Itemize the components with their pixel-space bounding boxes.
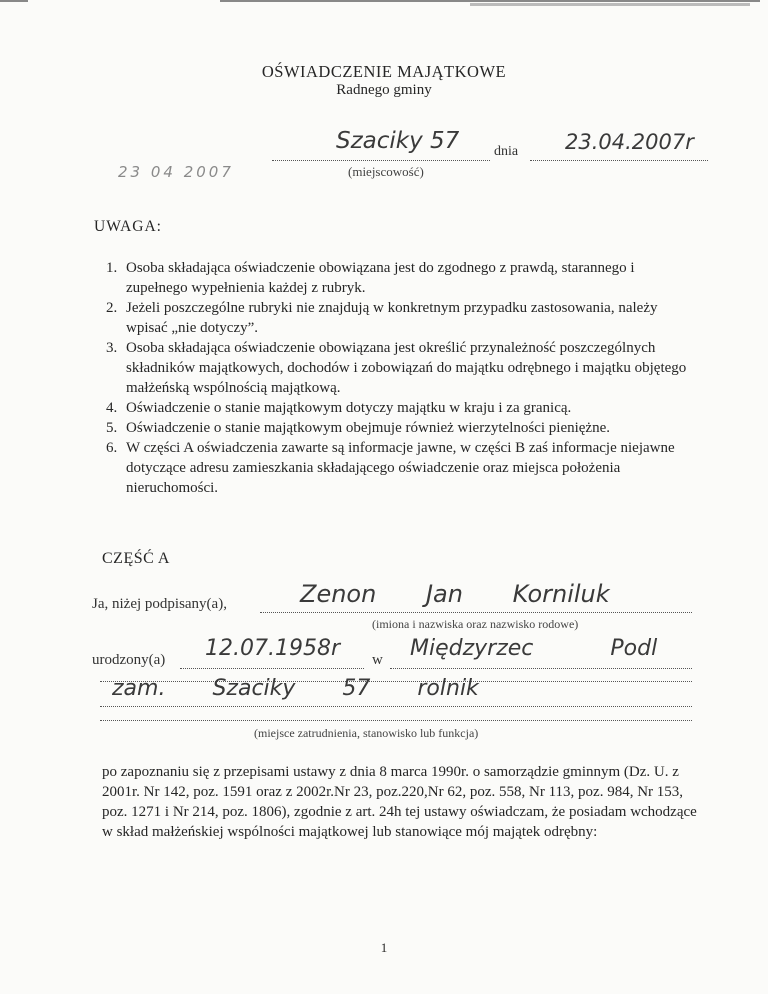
signed-handwritten: Zenon Jan Korniluk [300, 580, 610, 608]
document-subtitle: Radnego gminy [336, 82, 432, 98]
received-stamp: 23 04 2007 [118, 163, 234, 181]
workplace-caption: (miejsce zatrudnienia, stanowisko lub funkcja) [254, 726, 479, 740]
born-label: urodzony(a) [92, 652, 166, 668]
notice-item-text: W części A oświadczenia zawarte są informacje jawne, w części B zaś informacje niejawne dotyczące adresu zamieszkania składającego oświadczenie oraz miejsca położenia nieruchomości. [126, 440, 675, 496]
notice-item [92, 338, 692, 398]
notice-item [92, 398, 692, 418]
notice-list [92, 258, 692, 498]
notice-item [92, 298, 692, 338]
notice-item-text: Osoba składająca oświadczenie obowiązana jest określić przynależność poszczególnych składników majątkowych, dochodów i zobowiązań do majątku odrębnego i majątku objętego małżeńską wspólnością majątkową. [126, 340, 687, 396]
place-handwritten: Szaciky 57 [336, 128, 460, 154]
signed-caption: (imiona i nazwiska oraz nazwisko rodowe) [372, 617, 579, 631]
born-place-handwritten: Międzyrzec Podl [410, 636, 658, 661]
notice-item-text: Osoba składająca oświadczenie obowiązana jest do zgodnego z prawdą, starannego i zupełnego wypełnienia każdej z rubryk. [126, 260, 635, 296]
notice-item-text: Jeżeli poszczególne rubryki nie znajdują w konkretnym przypadku zastosowania, należy wpisać „nie dotyczy”. [126, 300, 658, 336]
date-handwritten: 23.04.2007r [565, 130, 694, 154]
notice-item-text: Oświadczenie o stanie majątkowym dotyczy majątku w kraju i za granicą. [126, 400, 572, 416]
born-in-label: w [372, 652, 383, 668]
notice-item [92, 438, 692, 498]
signed-label: Ja, niżej podpisany(a), [92, 596, 227, 612]
notice-item-number: 4. [106, 400, 118, 416]
date-label: dnia [494, 144, 519, 159]
born-date-handwritten: 12.07.1958r [205, 636, 341, 661]
notice-item [92, 418, 692, 438]
notice-item-number: 1. [106, 260, 118, 276]
scan-artifact-top-right [470, 3, 750, 6]
workplace-line-3 [100, 706, 692, 721]
notice-heading: UWAGA: [94, 218, 162, 235]
notice-item-number: 5. [106, 420, 118, 436]
scan-artifact-top [220, 0, 760, 2]
notice-item [92, 258, 692, 298]
document-title: OŚWIADCZENIE MAJĄTKOWE [261, 62, 507, 81]
workplace-handwritten: zam. Szaciky 57 rolnik [112, 676, 479, 701]
notice-item-number: 3. [106, 340, 118, 356]
notice-item-text: Oświadczenie o stanie majątkowym obejmuje również wierzytelności pieniężne. [126, 420, 610, 436]
place-caption: (miejscowość) [348, 164, 424, 179]
page-number: 1 [380, 940, 388, 955]
notice-item-number: 2. [106, 300, 118, 316]
part-a-heading: CZĘŚĆ A [102, 550, 170, 567]
scan-artifact-left [0, 0, 28, 2]
notice-item-number: 6. [106, 440, 118, 456]
declaration-text: po zapoznaniu się z przepisami ustawy z dnia 8 marca 1990r. o samorządzie gminnym (Dz. U. z 2001r. Nr 142, poz. 1591 oraz z 2002r.Nr 23, poz.220,Nr 62, poz. 558, Nr 113, poz. 984, Nr 153, poz. 1271 i Nr 214, poz. 1806), zgodnie z art. 24h tej ustawy oświadczam, że posiadam wchodzące w skład małżeńskiej wspólności majątkowej lub stanowiące mój majątek odrębny: [102, 764, 697, 840]
